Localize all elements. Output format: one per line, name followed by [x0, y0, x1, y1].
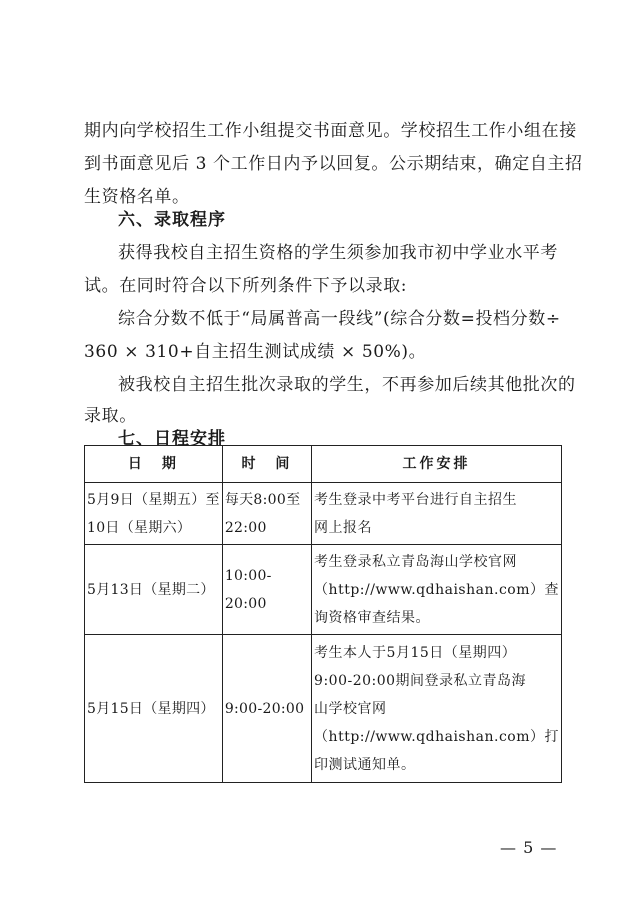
task-line: 印测试通知单。: [314, 756, 416, 773]
paragraph-line: 综合分数不低于“局属普高一段线”(综合分数=投档分数÷: [118, 309, 561, 329]
date-line: 5月9日（星期五）至: [87, 491, 220, 508]
time-cell: 10:00-20:00: [222, 545, 311, 635]
paragraph-line: 到书面意见后 3 个工作日内予以回复。公示期结束，确定自主招: [84, 154, 583, 174]
date-line: 10日（星期六）: [87, 519, 192, 536]
paragraph-line: 录取。: [84, 406, 137, 426]
task-line: 询资格审查结果。: [314, 609, 431, 626]
section-heading-6: 六、录取程序: [118, 210, 226, 230]
table-row: [85, 635, 562, 783]
paragraph-line: 生资格名单。: [84, 187, 190, 207]
task-cell: [312, 545, 562, 635]
task-line: 考生本人于5月15日（星期四）: [314, 644, 517, 661]
paragraph-line: 获得我校自主招生资格的学生须参加我市初中学业水平考: [118, 243, 558, 263]
paragraph-line: 期内向学校招生工作小组提交书面意见。学校招生工作小组在接: [84, 121, 577, 141]
task-line: 考生登录中考平台进行自主招生: [314, 491, 518, 508]
table-row: [85, 545, 562, 635]
task-cell: [312, 483, 562, 545]
paragraph-line: 360 × 310+自主招生测试成绩 × 50%)。: [84, 342, 427, 362]
table-row: [85, 483, 562, 545]
date-cell: [85, 545, 223, 635]
time-cell: 每天8:00至22:00: [222, 483, 311, 545]
header-time: 时 间: [222, 446, 311, 483]
date-line: 5月15日（星期四）: [87, 700, 215, 717]
header-date: 日 期: [85, 446, 223, 483]
header-task: 工作安排: [312, 446, 562, 483]
task-line: 考生登录私立青岛海山学校官网: [314, 553, 518, 570]
task-line: （http://www.qdhaishan.com）打: [314, 728, 559, 745]
section-heading-7: 七、日程安排: [118, 429, 226, 449]
task-line: 网上报名: [314, 519, 373, 536]
page-number: — 5 —: [500, 838, 558, 857]
table-header-row: [85, 446, 562, 483]
date-cell: [85, 635, 223, 783]
task-cell: [312, 635, 562, 783]
schedule-table: [84, 445, 562, 783]
date-line: 5月13日（星期二）: [87, 581, 215, 598]
task-line: 山学校官网: [314, 700, 387, 717]
task-line: 9:00-20:00期间登录私立青岛海: [314, 672, 527, 689]
paragraph-line: 被我校自主招生批次录取的学生，不再参加后续其他批次的: [118, 375, 576, 395]
paragraph-line: 试。在同时符合以下所列条件下予以录取:: [84, 276, 408, 296]
time-cell: 9:00-20:00: [222, 635, 311, 783]
task-line: （http://www.qdhaishan.com）查: [314, 581, 559, 598]
date-cell: [85, 483, 223, 545]
